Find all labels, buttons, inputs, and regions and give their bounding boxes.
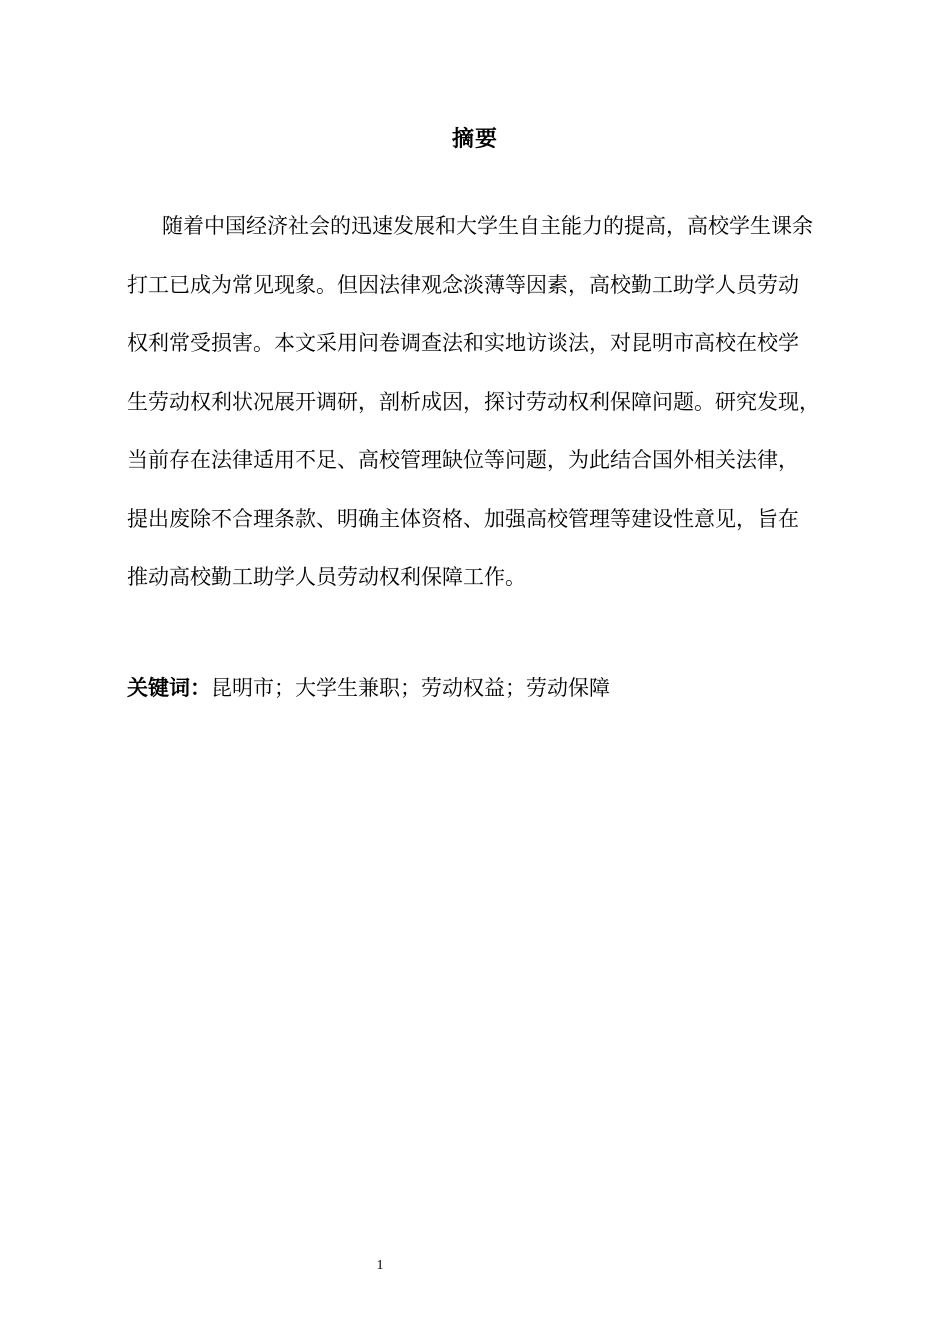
- abstract-line-7: 推动高校勤工助学人员劳动权利保障工作。: [127, 565, 526, 589]
- abstract-title: 摘要: [451, 127, 498, 152]
- abstract-line-6: 提出废除不合理条款、明确主体资格、加强高校管理等建设性意见，旨在: [127, 506, 799, 531]
- page-number: 1: [376, 1258, 384, 1273]
- abstract-body: [127, 206, 857, 616]
- abstract-line-3: 权利常受损害。本文采用问卷调查法和实地访谈法，对昆明市高校在校学: [127, 331, 799, 355]
- keywords-value: 昆明市；大学生兼职；劳动权益；劳动保障: [211, 676, 610, 700]
- keywords: [127, 668, 857, 708]
- abstract-line-1: 随着中国经济社会的迅速发展和大学生自主能力的提高，高校学生课余: [162, 214, 813, 238]
- abstract-line-2: 打工已成为常见现象。但因法律观念淡薄等因素，高校勤工助学人员劳动: [127, 272, 799, 297]
- abstract-line-5: 当前存在法律适用不足、高校管理缺位等问题，为此结合国外相关法律，: [127, 448, 799, 472]
- keywords-label: 关键词：: [127, 676, 211, 700]
- abstract-line-4: 生劳动权利状况展开调研，剖析成因，探讨劳动权利保障问题。研究发现，: [127, 389, 820, 414]
